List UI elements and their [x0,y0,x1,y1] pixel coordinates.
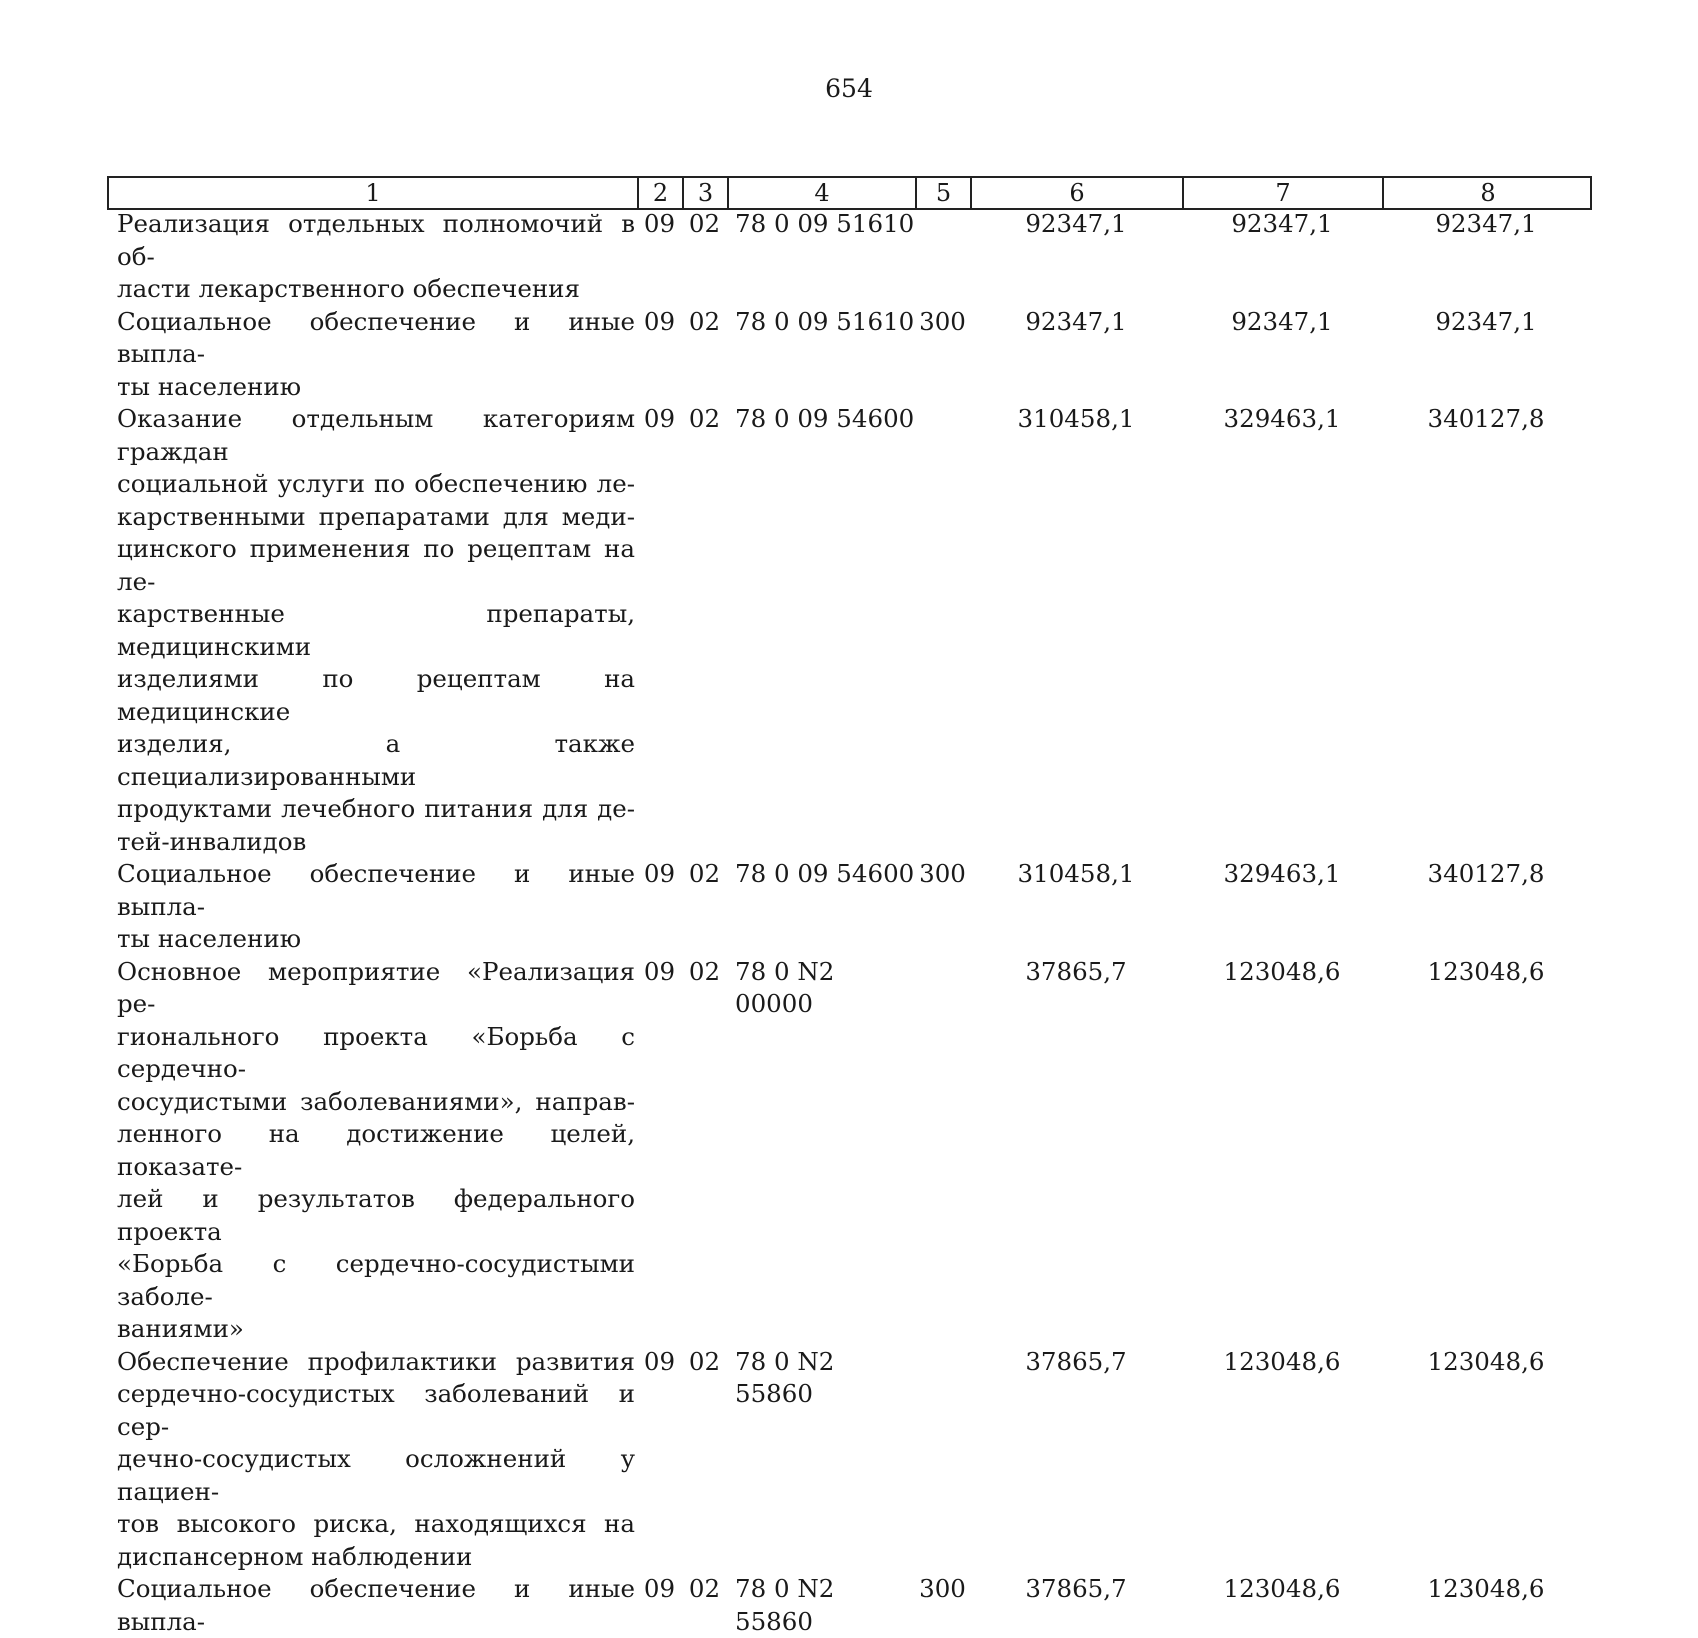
amount-year-1: 37865,7 [1025,1346,1127,1376]
expense-type-code: 300 [919,306,966,336]
table-row [117,1346,1597,1574]
subsection-code: 02 [688,306,721,336]
row-description [117,1346,637,1574]
amount-year-1: 37865,7 [1025,1574,1127,1603]
description-line: изделия, а также специализированными [117,729,635,791]
description-line: Обеспечение профилактики развития [117,1346,635,1376]
section-code: 09 [643,306,676,336]
amount-year-3: 340127,8 [1427,404,1545,433]
target-article-code: 78 0 09 54600 [735,859,915,888]
section-code: 09 [643,1574,676,1603]
description-line: Основное мероприятие «Реализация ре- [117,956,635,1018]
amount-year-2: 92347,1 [1231,306,1333,336]
header-col-8: 8 [1480,179,1496,207]
row-description [117,956,637,1346]
amount-year-3: 92347,1 [1435,306,1537,336]
description-line: ты населению [117,371,302,401]
subsection-code: 02 [688,859,721,888]
amount-year-3: 340127,8 [1427,859,1545,888]
description-line: ты населению [117,924,302,953]
table-header [107,176,1592,210]
expense-type-code [915,956,970,1346]
row-description [117,858,637,956]
table-row [117,1573,1597,1638]
table-row [117,858,1597,956]
section-code: 09 [643,209,676,238]
description-line: Реализация отдельных полномочий в об- [117,209,635,271]
header-col-1: 1 [109,178,639,208]
description-line: диспансерном наблюдении [117,1541,473,1571]
amount-year-3: 92347,1 [1435,209,1537,238]
subsection-code: 02 [688,209,721,238]
amount-year-2: 123048,6 [1223,1346,1341,1376]
description-line: тов высокого риска, находящихся на [117,1509,635,1538]
table-row [117,956,1597,1346]
description-line: Социальное обеспечение и иные выпла- [117,306,635,368]
subsection-code: 02 [688,404,721,433]
description-line: «Борьба с сердечно-сосудистыми заболе- [117,1249,635,1311]
table-row [117,403,1597,858]
header-col-7: 7 [1184,178,1384,208]
expense-type-code: 300 [919,859,966,888]
amount-year-1: 310458,1 [1017,404,1135,433]
table-body [117,208,1597,1638]
subsection-code: 02 [688,956,721,986]
target-article-code: 78 0 N2 55860 [735,1574,835,1636]
header-col-4: 4 [729,178,917,208]
target-article-code: 78 0 09 51610 [735,209,915,238]
row-description [117,306,637,404]
description-line: Социальное обеспечение и иные выпла- [117,859,635,921]
description-line: изделиями по рецептам на медицинские [117,664,635,726]
amount-year-2: 123048,6 [1223,1574,1341,1603]
expense-type-code [915,1346,970,1574]
amount-year-3: 123048,6 [1427,1574,1545,1603]
description-line: сосудистыми заболеваниями», направ- [117,1086,635,1116]
amount-year-2: 329463,1 [1223,404,1341,433]
description-line: ленного на достижение целей, показате- [117,1119,635,1181]
description-line: ваниями» [117,1314,244,1343]
page-number: 654 [825,74,873,103]
header-col-3: 3 [684,178,729,208]
subsection-code: 02 [688,1574,721,1603]
section-code: 09 [643,956,676,986]
table-row [117,306,1597,404]
amount-year-2: 329463,1 [1223,859,1341,888]
description-line: Оказание отдельным категориям граждан [117,404,635,466]
amount-year-2: 92347,1 [1231,209,1333,238]
description-line: сердечно-сосудистых заболеваний и сер- [117,1379,635,1441]
section-code: 09 [643,404,676,433]
description-line: карственные препараты, медицинскими [117,599,635,661]
description-line: продуктами лечебного питания для де- [117,794,635,823]
header-col-6: 6 [972,178,1184,208]
description-line: лей и результатов федерального проекта [117,1184,635,1246]
target-article-code: 78 0 09 51610 [735,306,915,336]
amount-year-1: 92347,1 [1025,209,1127,238]
section-code: 09 [643,1346,676,1376]
amount-year-1: 92347,1 [1025,306,1127,336]
amount-year-2: 123048,6 [1223,956,1341,986]
row-description [117,1573,637,1638]
target-article-code: 78 0 N2 00000 [735,956,835,1018]
amount-year-1: 310458,1 [1017,859,1135,888]
description-line: социальной услуги по обеспечению ле- [117,469,635,498]
expense-type-code [915,208,970,306]
table-row [117,208,1597,306]
expense-type-code: 300 [919,1574,966,1603]
target-article-code: 78 0 09 54600 [735,404,915,433]
amount-year-1: 37865,7 [1025,956,1127,986]
description-line: карственными препаратами для меди- [117,501,635,531]
description-line: тей-инвалидов [117,826,307,856]
description-line: Социальное обеспечение и иные выпла- [117,1574,635,1636]
amount-year-3: 123048,6 [1427,956,1545,986]
description-line: дечно-сосудистых осложнений у пациен- [117,1444,635,1506]
header-col-2: 2 [639,178,684,208]
subsection-code: 02 [688,1346,721,1376]
description-line: ласти лекарственного обеспечения [117,274,580,303]
amount-year-3: 123048,6 [1427,1346,1545,1376]
header-col-5: 5 [917,178,972,208]
row-description [117,208,637,306]
expense-type-code [915,403,970,858]
target-article-code: 78 0 N2 55860 [735,1346,835,1408]
section-code: 09 [643,859,676,888]
description-line: гионального проекта «Борьба с сердечно- [117,1021,635,1083]
description-line: цинского применения по рецептам на ле- [117,534,635,596]
row-description [117,403,637,858]
